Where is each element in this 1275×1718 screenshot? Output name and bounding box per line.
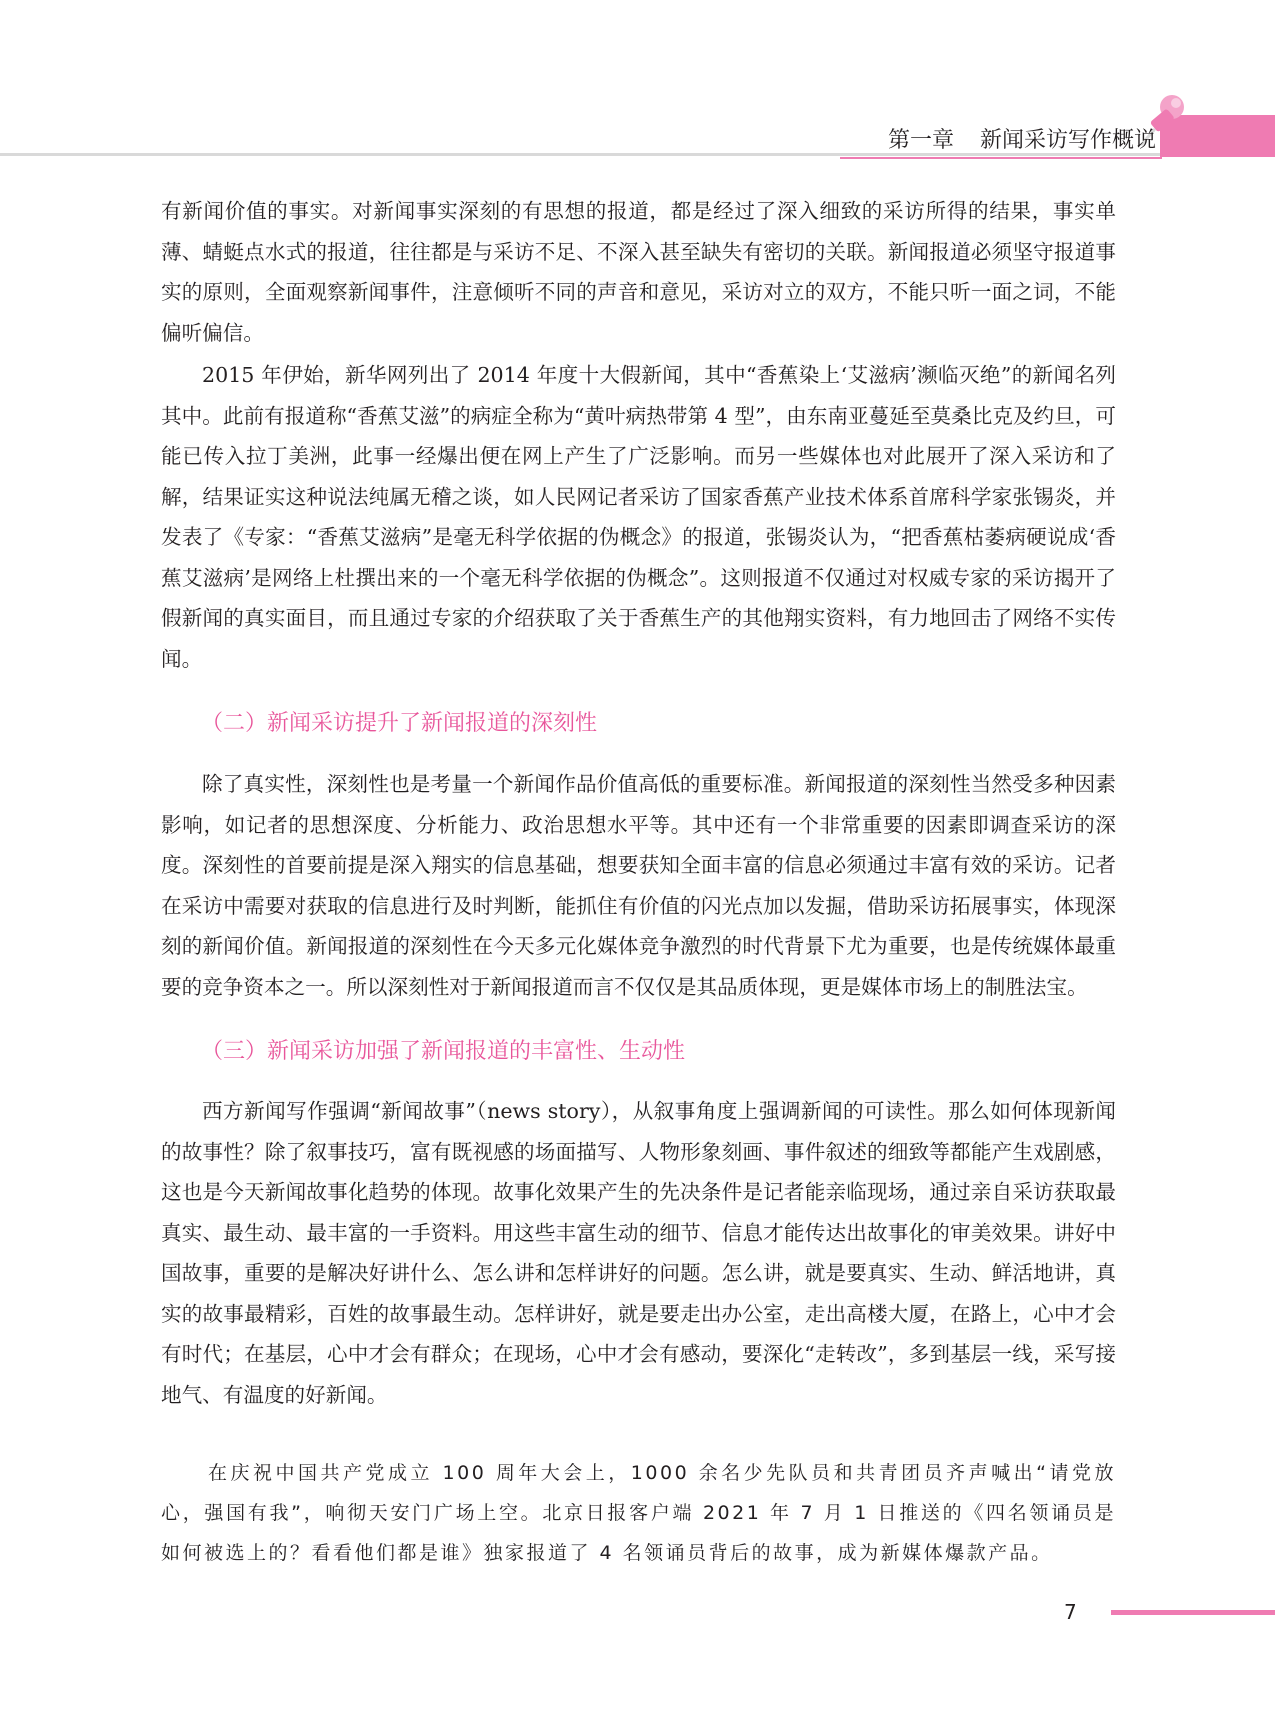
section-heading: （二）新闻采访提升了新闻报道的深刻性 xyxy=(201,711,598,736)
page-body xyxy=(161,191,1116,1573)
page-number: 7 xyxy=(1064,1600,1077,1624)
case-study-text: 在庆祝中国共产党成立 100 周年大会上，1000 余名少先队员和共青团员齐声喊出“请党放心，强国有我”，响彻天安门广场上空。北京日报客户端 2021 年 7 月 1 日推送的《四名领诵员是如何被选上的？看看他们都是谁》独家报道了 4 名领诵员背后的故事，成为新媒体爆款产品。 xyxy=(161,1462,1116,1564)
body-paragraph: 除了真实性，深刻性也是考量一个新闻作品价值高低的重要标准。新闻报道的深刻性当然受多种因素影响，如记者的思想深度、分析能力、政治思想水平等。其中还有一个非常重要的因素即调查采访的深度。深刻性的首要前提是深入翔实的信息基础，想要获知全面丰富的信息必须通过丰富有效的采访。记者在采访中需要对获取的信息进行及时判断，能抓住有价值的闪光点加以发掘，借助采访拓展事实，体现深刻的新闻价值。新闻报道的深刻性在今天多元化媒体竞争激烈的时代背景下尤为重要，也是传统媒体最重要的竞争资本之一。所以深刻性对于新闻报道而言不仅仅是其品质体现，更是媒体市场上的制胜法宝。 xyxy=(161,772,1116,999)
body-paragraph: 2015 年伊始，新华网列出了 2014 年度十大假新闻，其中“香蕉染上‘艾滋病’濒临灭绝”的新闻名列其中。此前有报道称“香蕉艾滋”的病症全称为“黄叶病热带第 4 型”，由东南亚蔓延至莫桑比克及约旦，可能已传入拉丁美洲，此事一经爆出便在网上产生了广泛影响。而另一些媒体也对此展开了深入采访和了解，结果证实这种说法纯属无稽之谈，如人民网记者采访了国家香蕉产业技术体系首席科学家张锡炎，并发表了《专家：“香蕉艾滋病”是毫无科学依据的伪概念》的报道，张锡炎认为，“把香蕉枯萎病硬说成‘香蕉艾滋病’是网络上杜撰出来的一个毫无科学依据的伪概念”。这则报道不仅通过对权威专家的采访揭开了假新闻的真实面目，而且通过专家的介绍获取了关于香蕉生产的其他翔实资料，有力地回击了网络不实传闻。 xyxy=(161,363,1116,671)
body-paragraph: 西方新闻写作强调“新闻故事”（news story），从叙事角度上强调新闻的可读性。那么如何体现新闻的故事性？除了叙事技巧，富有既视感的场面描写、人物形象刻画、事件叙述的细致等都能产生戏剧感，这也是今天新闻故事化趋势的体现。故事化效果产生的先决条件是记者能亲临现场，通过亲自采访获取最真实、最生动、最丰富的一手资料。用这些丰富生动的细节、信息才能传达出故事化的审美效果。讲好中国故事，重要的是解决好讲什么、怎么讲和怎样讲好的问题。怎么讲，就是要真实、生动、鲜活地讲，真实的故事最精彩，百姓的故事最生动。怎样讲好，就是要走出办公室，走出高楼大厦，在路上，心中才会有时代；在基层，心中才会有群众；在现场，心中才会有感动，要深化“走转改”，多到基层一线，采写接地气、有温度的好新闻。 xyxy=(161,1099,1116,1407)
body-paragraph: 有新闻价值的事实。对新闻事实深刻的有思想的报道，都是经过了深入细致的采访所得的结果，事实单薄、蜻蜓点水式的报道，往往都是与采访不足、不深入甚至缺失有密切的关联。新闻报道必须坚守报道事实的原则，全面观察新闻事件，注意倾听不同的声音和意见，采访对立的双方，不能只听一面之词，不能偏听偏信。 xyxy=(161,199,1116,345)
footer-accent-bar xyxy=(1111,1610,1275,1615)
header-accent-underline xyxy=(840,157,1162,159)
chapter-number: 第一章 xyxy=(887,128,954,153)
section-heading: （三）新闻采访加强了新闻报道的丰富性、生动性 xyxy=(201,1039,686,1064)
chapter-title: 新闻采访写作概说 xyxy=(979,128,1156,153)
running-header xyxy=(836,123,1156,154)
